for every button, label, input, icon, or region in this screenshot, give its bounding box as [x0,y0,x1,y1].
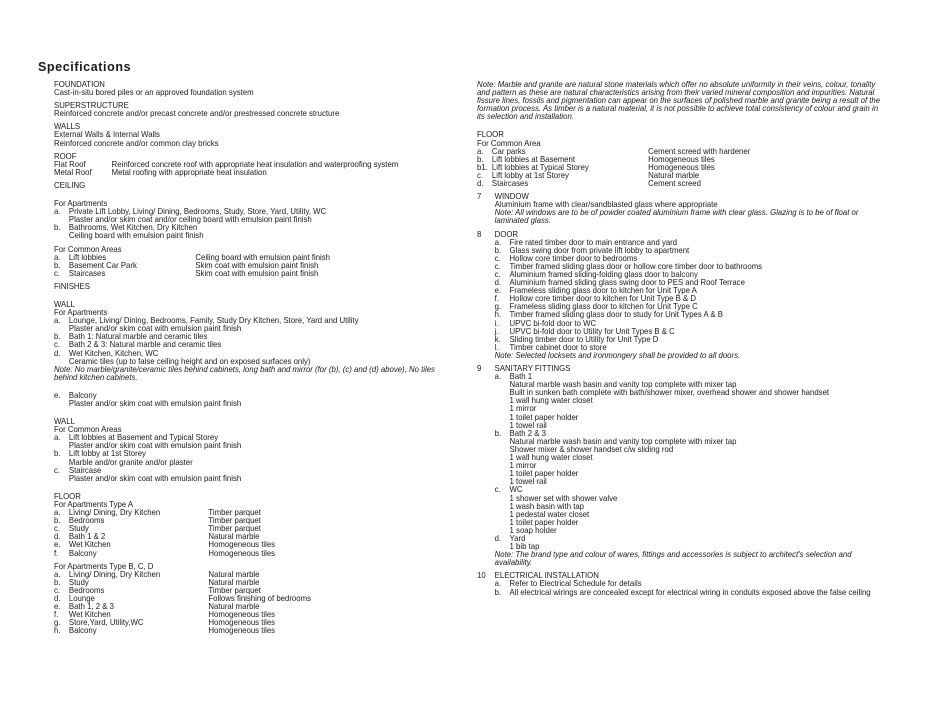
item-finish: Reinforced concrete roof with appropriate heat insulation and waterproofing system [111,158,399,169]
electrical-items [477,579,886,595]
item-letter: c. [54,464,61,475]
item-finish: Cement screed [648,178,701,189]
sanitary-note: Note: The brand type and colour of wares, fittings and accessories is subject to architect's selection and availability. [494,549,852,568]
floor-typeBCD-section [54,562,445,635]
wall-common-finish: Marble and/or granite and/or plaster [68,456,193,467]
floor-typeBCD-label: For Apartments Type B, C, D [54,560,154,571]
item-letter: g. [54,617,61,628]
ceiling-section [54,181,445,189]
item-letter: b. [54,259,61,270]
item-name: Bath 1, 2 & 3 [68,601,114,612]
window-note: Note: All windows are to be of powder coated aluminium frame with clear glass. Glazing is to be of float or laminated glass. [494,207,859,226]
walls-line: Reinforced concrete and/or common clay bricks [54,137,219,148]
item-letter: b. [54,576,61,587]
item-letter: l. [494,341,499,352]
ceiling-heading [54,181,445,189]
item-name: Living/ Dining, Dry Kitchen [68,507,161,518]
item-text: Staircase [68,464,102,475]
item-name: Balcony [68,625,97,636]
item-text: Aluminium framed sliding-folding glass door to balcony [509,268,698,279]
foundation-text: Cast-in-situ bored piles or an approved foundation system [54,87,254,98]
item-letter: a. [477,145,484,156]
floor-common-item [477,179,886,187]
heading-text: CEILING [54,179,86,190]
item-letter: d. [54,531,61,542]
superstructure-text: Reinforced concrete and/or precast concrete and/or prestressed concrete structure [54,108,340,119]
marble-note: Note: Marble and granite are natural stone materials which offer no absolute uniformity in their veins, colour, tonality and pattern as these are natural characteristics arising from their varied mineral composition and impurities. Natural fissure lines, fossils and pigmentation can appear on the surfaces of polished marble and granite being a result of the formation process. As timber is a natural material, it is not possible to achieve total consistency of colour and grain in its selection and installation. [477,79,881,122]
item-letter: e. [54,601,61,612]
item-text: Bath 1 [509,371,533,382]
item-finish: Homogeneous tiles [208,617,276,628]
wall-apartment-finish: Ceramic tiles (up to false ceiling height and on exposed surfaces only) [68,355,311,366]
item-letter: c. [54,584,61,595]
item-name: Flat Roof [54,158,86,169]
item-finish: Metal roofing with appropriate heat insulation [111,166,267,177]
floor-typeBCD-item [54,626,445,634]
item-name: Bath 1 & 2 [68,531,106,542]
item-text: Timber cabinet door to store [509,341,607,352]
item-letter: d. [494,532,502,543]
item-letter: c. [494,484,501,495]
item-text: All electrical wirings are concealed except for electrical wiring in conduits exposed above the false ceiling [509,586,871,597]
item-name: Study [68,523,89,534]
sanitary-fitting: 1 mirror [509,403,537,414]
item-finish: Skim coat with emulsion paint finish [195,259,319,270]
item-letter: b. [54,515,61,526]
window-section [477,192,886,224]
item-name: Lift lobbies at Typical Storey [491,161,589,172]
item-name: Wet Kitchen [68,609,111,620]
item-finish: Timber parquet [208,584,261,595]
item-name: Car parks [491,145,526,156]
item-letter: a. [54,507,61,518]
item-finish: Natural marble [208,568,260,579]
item-finish: Natural marble [208,531,260,542]
ceiling-apartment-finish: Plaster and/or skim coat and/or ceiling board with emulsion paint finish [68,214,312,225]
heading-text: ROOF [54,150,77,161]
item-letter: a. [54,568,61,579]
wall-heading [54,300,445,308]
item-letter: a. [54,251,61,262]
sanitary-fitting: Natural marble wash basin and vanity top complete with mixer tap [509,435,737,446]
item-text: Lift lobby at 1st Storey [68,448,146,459]
wall-apartments-section [54,300,445,381]
page-title: Specifications [38,60,132,74]
item-text: UPVC bi-fold door to WC [509,317,597,328]
sanitary-fitting: 1 towel rail [509,419,547,430]
item-name: Metal Roof [54,166,92,177]
item-name: Lift lobbies [68,251,107,262]
ceiling-apartment-finish: Ceiling board with emulsion paint finish [68,230,204,241]
item-name: Study [68,576,89,587]
item-text: UPVC bi-fold door to Utility for Unit Types B & C [509,325,675,336]
item-letter: h. [494,309,502,320]
door-section [477,230,886,360]
item-letter: c. [477,169,484,180]
item-letter: a. [494,578,502,589]
item-name: Bedrooms [68,515,105,526]
item-finish: Homogeneous tiles [208,609,276,620]
section-number: 7 [477,191,482,202]
section-number: 9 [477,363,482,373]
item-letter: d. [494,277,502,288]
item-text: Refer to Electrical Schedule for details [509,578,642,589]
heading-text: FOUNDATION [54,79,105,89]
heading-text: FLOOR [477,129,504,140]
item-text: Frameless sliding glass door to kitchen for Unit Type C [509,301,698,312]
roof-section [54,152,445,176]
item-finish: Homogeneous tiles [208,625,276,636]
item-text: Hollow core timber door to kitchen for Unit Type B & D [509,293,696,304]
heading-text: WALL [54,416,75,427]
item-text: Private Lift Lobby, Living/ Dining, Bedrooms, Study, Store, Yard, Utility, WC [68,206,327,217]
item-letter: b1. [477,161,488,172]
heading-text: FLOOR [54,490,81,501]
floor-typeA-section [54,492,445,557]
item-letter: b. [54,331,61,342]
item-text: Wet Kitchen, Kitchen, WC [68,347,159,358]
electrical-item [495,588,887,596]
item-name: Lift lobbies at Basement [491,153,576,164]
sanitary-fitting: 1 towel rail [509,476,547,487]
item-letter: j. [494,325,499,336]
heading-text: FINISHES [54,280,90,291]
section-number: 10 [477,570,486,581]
item-text: Bath 2 & 3 [509,427,546,438]
item-letter: b. [494,244,502,255]
sanitary-fitting: Shower mixer & shower handset c/w sliding rod [509,443,674,454]
item-letter: f. [54,609,59,620]
sanitary-fitting: Built in sunken bath complete with bath/shower mixer, overhead shower and shower handset [509,387,830,398]
item-name: Lift lobby at 1st Storey [491,169,569,180]
item-text: Timber framed sliding glass door to study for Unit Types A & B [509,309,723,320]
wall-apartment-finish: Plaster and/or skim coat with emulsion paint finish [68,323,242,334]
item-letter: b. [494,586,502,597]
sanitary-heading [477,364,886,372]
sanitary-fitting: 1 wall hung water closet [509,395,593,406]
left-column [54,80,445,639]
wall-common-finish: Plaster and/or skim coat with emulsion paint finish [68,440,242,451]
ceiling-apartments [54,199,445,239]
item-letter: c. [54,523,61,534]
item-letter: b. [54,222,61,233]
window-text: Aluminium frame with clear/sandblasted glass where appropriate [494,199,718,210]
sanitary-fitting: 1 bib tap [509,541,540,552]
floor-common-label: For Common Area [477,137,541,148]
item-text: Aluminium framed sliding glass swing door to PES and Roof Terrace [509,277,745,288]
item-letter: a. [494,371,502,382]
item-letter: c. [54,339,61,350]
sanitary-fitting: 1 wash basin with tap [509,500,585,511]
item-text: Bath 1: Natural marble and ceramic tiles [68,331,208,342]
sanitary-fitting: Natural marble wash basin and vanity top complete with mixer tap [509,379,737,390]
item-text: Frameless sliding glass door to kitchen for Unit Type A [509,285,697,296]
sanitary-fitting: 1 pedestal water closet [509,508,590,519]
walls-line: External Walls & Internal Walls [54,129,160,140]
floor-typeA-item [54,549,445,557]
item-letter: a. [494,236,502,247]
item-letter: i. [494,317,499,328]
item-letter: b. [54,448,61,459]
item-letter: b. [494,427,502,438]
item-text: Lift lobbies at Basement and Typical Storey [68,432,219,443]
item-finish: Timber parquet [208,523,261,534]
item-finish: Homogeneous tiles [208,547,276,558]
heading-text: WALLS [54,121,81,132]
item-text: WC [509,484,523,495]
item-finish: Skim coat with emulsion paint finish [195,267,319,278]
section-number: 8 [477,228,482,239]
item-letter: k. [494,333,501,344]
sanitary-group-yard [495,534,887,542]
item-finish: Cement screed with hardener [648,145,751,156]
item-text: Bath 2 & 3: Natural marble and ceramic tiles [68,339,222,350]
item-letter: h. [54,625,61,636]
item-finish: Timber parquet [208,515,261,526]
item-finish: Ceiling board with emulsion paint finish [195,251,331,262]
item-name: Store,Yard, Utility,WC [68,617,144,628]
item-finish: Natural marble [208,576,260,587]
sanitary-fitting: 1 shower set with shower valve [509,492,618,503]
sanitary-fitting: 1 toilet paper holder [509,411,579,422]
item-letter: c. [54,267,61,278]
item-name: Bedrooms [68,584,105,595]
item-text: Timber framed sliding glass door or hollow core timber door to bathrooms [509,260,763,271]
item-letter: d. [54,592,61,603]
item-finish: Timber parquet [208,507,261,518]
electrical-section [477,571,886,595]
heading-text: SANITARY FITTINGS [494,363,571,373]
heading-text: ELECTRICAL INSTALLATION [494,570,599,581]
item-name: Wet Kitchen [68,539,111,550]
door-note: Note: Selected locksets and ironmongery shall be provided to all doors. [494,349,741,360]
item-letter: c. [494,268,501,279]
item-letter: a. [54,206,61,217]
door-items [477,238,886,359]
sanitary-fitting: 1 toilet paper holder [509,516,579,527]
item-finish: Follows finishing of bedrooms [208,592,311,603]
marble-note-section [477,80,886,120]
item-letter: c. [494,260,501,271]
item-name: Lounge [68,592,95,603]
wall-balcony-finish: Plaster and/or skim coat with emulsion paint finish [68,398,242,408]
ceiling-common-label: For Common Areas [54,243,122,254]
ceiling-common [54,245,445,277]
ceiling-common-item [54,269,445,277]
walls-section [54,122,445,146]
sanitary-fitting: 1 soap holder [509,524,557,535]
heading-text: WALL [54,298,75,309]
wall-balcony [54,391,445,407]
item-text: Hollow core timber door to bedrooms [509,252,638,263]
sanitary-fitting: 1 wall hung water closet [509,452,593,463]
superstructure-section [54,101,445,117]
item-letter: e. [494,285,502,296]
heading-text: WINDOW [494,191,529,202]
item-letter: c. [494,252,501,263]
sanitary-section [477,364,886,566]
heading-text: SUPERSTRUCTURE [54,100,129,111]
foundation-section [54,80,445,96]
item-name: Staircases [68,267,106,278]
ceiling-apartments-label: For Apartments [54,198,108,209]
wall-apartments-label: For Apartments [54,307,108,318]
item-finish: Homogeneous tiles [648,153,715,164]
sanitary-fitting: 1 toilet paper holder [509,468,579,479]
sanitary-fitting: 1 mirror [509,460,537,471]
item-finish: Natural marble [208,601,260,612]
item-finish: Homogeneous tiles [648,161,715,172]
item-text: Lounge, Living/ Dining, Bedrooms, Family, Study Dry Kitchen, Store, Yard and Utility [68,315,359,326]
item-letter: b. [477,153,484,164]
item-finish: Homogeneous tiles [208,539,276,550]
floor-typeA-label: For Apartments Type A [54,498,134,509]
item-text: Glass swing door from private lift lobby to apartment [509,244,690,255]
item-name: Basement Car Park [68,259,137,270]
item-letter: e. [54,539,61,550]
item-letter: d. [54,347,61,358]
item-name: Staircases [491,178,529,189]
item-finish: Natural marble [648,169,700,180]
right-column [477,80,886,601]
floor-common-section [477,130,886,187]
item-letter: f. [494,293,500,304]
finishes-section [54,282,445,290]
wall-note: Note: No marble/granite/ceramic tiles behind cabinets, long bath and mirror (for (b), (c) and (d) above), No tiles behind kitchen cabinets. [54,363,435,382]
wall-common-finish: Plaster and/or skim coat with emulsion paint finish [68,472,242,483]
item-name: Living/ Dining, Dry Kitchen [68,568,161,579]
item-text: Fire rated timber door to main entrance and yard [509,236,678,247]
item-letter: g. [494,301,502,312]
heading-text: DOOR [494,228,519,239]
roof-row [54,168,445,176]
wall-common-label: For Common Areas [54,424,122,435]
wall-common-section [54,417,445,482]
item-name: Balcony [68,547,97,558]
item-letter: f. [54,547,59,558]
finishes-heading [54,282,445,290]
item-letter: e. [54,389,61,400]
item-text: Bathrooms, Wet Kitchen, Dry Kitchen [68,222,198,233]
item-letter: a. [54,432,61,443]
item-text: Sliding timber door to Utility for Unit Type D [509,333,659,344]
item-text: Balcony [68,389,97,400]
item-letter: a. [54,315,61,326]
sanitary-items [477,372,886,566]
item-text: Yard [509,532,526,543]
item-letter: d. [477,178,484,189]
